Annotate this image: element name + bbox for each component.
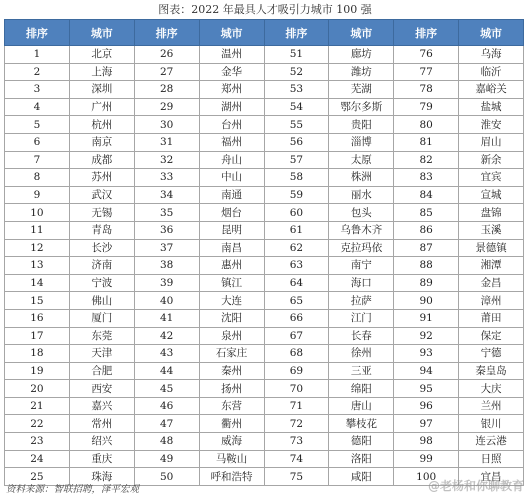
table-row	[5, 433, 524, 451]
city-cell: 长春	[329, 327, 394, 345]
rank-cell: 54	[264, 98, 329, 116]
rank-cell: 11	[5, 221, 70, 239]
table-row	[5, 81, 524, 99]
rank-cell: 94	[394, 362, 459, 380]
rank-cell: 16	[5, 309, 70, 327]
city-cell: 济南	[69, 257, 134, 275]
rank-cell: 28	[134, 81, 199, 99]
city-cell: 台州	[199, 116, 264, 134]
rank-cell: 1	[5, 46, 70, 64]
rank-cell: 43	[134, 345, 199, 363]
rank-cell: 90	[394, 292, 459, 310]
rank-cell: 76	[394, 46, 459, 64]
city-cell: 贵阳	[329, 116, 394, 134]
rank-cell: 32	[134, 151, 199, 169]
rank-cell: 74	[264, 450, 329, 468]
city-cell: 石家庄	[199, 345, 264, 363]
rank-cell: 42	[134, 327, 199, 345]
rank-cell: 6	[5, 133, 70, 151]
rank-cell: 53	[264, 81, 329, 99]
city-cell: 宁波	[69, 274, 134, 292]
city-cell: 玉溪	[459, 221, 524, 239]
table-row	[5, 204, 524, 222]
city-cell: 银川	[459, 415, 524, 433]
table-row	[5, 186, 524, 204]
rank-cell: 85	[394, 204, 459, 222]
city-cell: 临沂	[459, 63, 524, 81]
rank-cell: 99	[394, 450, 459, 468]
city-cell: 连云港	[459, 433, 524, 451]
table-row	[5, 362, 524, 380]
city-cell: 株洲	[329, 169, 394, 187]
city-cell: 杭州	[69, 116, 134, 134]
rank-cell: 58	[264, 169, 329, 187]
rank-cell: 81	[394, 133, 459, 151]
table-row	[5, 46, 524, 64]
city-cell: 淄博	[329, 133, 394, 151]
rank-cell: 92	[394, 327, 459, 345]
city-cell: 海口	[329, 274, 394, 292]
rank-cell: 20	[5, 380, 70, 398]
city-cell: 拉萨	[329, 292, 394, 310]
rank-cell: 5	[5, 116, 70, 134]
city-cell: 嘉兴	[69, 397, 134, 415]
table-row	[5, 450, 524, 468]
rank-cell: 79	[394, 98, 459, 116]
rank-cell: 87	[394, 239, 459, 257]
rank-cell: 93	[394, 345, 459, 363]
table-row	[5, 221, 524, 239]
rank-cell: 77	[394, 63, 459, 81]
city-cell: 秦州	[199, 362, 264, 380]
table-row	[5, 397, 524, 415]
city-header: 城市	[199, 20, 264, 46]
city-cell: 天津	[69, 345, 134, 363]
city-cell: 南昌	[199, 239, 264, 257]
city-cell: 舟山	[199, 151, 264, 169]
city-cell: 鄂尔多斯	[329, 98, 394, 116]
rank-cell: 36	[134, 221, 199, 239]
rank-cell: 3	[5, 81, 70, 99]
city-cell: 厦门	[69, 309, 134, 327]
rank-cell: 17	[5, 327, 70, 345]
table-row	[5, 415, 524, 433]
rank-cell: 41	[134, 309, 199, 327]
table-row	[5, 239, 524, 257]
city-cell: 昆明	[199, 221, 264, 239]
city-cell: 广州	[69, 98, 134, 116]
rank-cell: 7	[5, 151, 70, 169]
city-cell: 嘉峪关	[459, 81, 524, 99]
city-cell: 温州	[199, 46, 264, 64]
rank-cell: 37	[134, 239, 199, 257]
table-row	[5, 133, 524, 151]
city-cell: 太原	[329, 151, 394, 169]
city-cell: 长沙	[69, 239, 134, 257]
rank-cell: 35	[134, 204, 199, 222]
city-cell: 秦皇岛	[459, 362, 524, 380]
watermark: @老杨和你聊教育	[427, 479, 524, 493]
rank-cell: 88	[394, 257, 459, 275]
table-row	[5, 63, 524, 81]
rank-cell: 84	[394, 186, 459, 204]
table-row	[5, 257, 524, 275]
city-cell: 景德镇	[459, 239, 524, 257]
city-cell: 南京	[69, 133, 134, 151]
city-cell: 呼和浩特	[199, 468, 264, 486]
city-cell: 中山	[199, 169, 264, 187]
rank-cell: 10	[5, 204, 70, 222]
city-cell: 北京	[69, 46, 134, 64]
ranking-table-container	[4, 19, 524, 486]
city-cell: 苏州	[69, 169, 134, 187]
rank-cell: 96	[394, 397, 459, 415]
rank-cell: 61	[264, 221, 329, 239]
rank-cell: 24	[5, 450, 70, 468]
rank-cell: 98	[394, 433, 459, 451]
rank-cell: 68	[264, 345, 329, 363]
city-cell: 上海	[69, 63, 134, 81]
city-cell: 东莞	[69, 327, 134, 345]
city-cell: 包头	[329, 204, 394, 222]
city-cell: 烟台	[199, 204, 264, 222]
city-cell: 洛阳	[329, 450, 394, 468]
table-row	[5, 151, 524, 169]
city-cell: 绵阳	[329, 380, 394, 398]
city-cell: 新余	[459, 151, 524, 169]
rank-header: 排序	[264, 20, 329, 46]
rank-cell: 86	[394, 221, 459, 239]
city-cell: 宜宾	[459, 169, 524, 187]
table-row	[5, 169, 524, 187]
city-cell: 潍坊	[329, 63, 394, 81]
table-row	[5, 116, 524, 134]
city-cell: 绍兴	[69, 433, 134, 451]
rank-cell: 33	[134, 169, 199, 187]
city-cell: 福州	[199, 133, 264, 151]
city-cell: 威海	[199, 433, 264, 451]
table-row	[5, 309, 524, 327]
rank-cell: 22	[5, 415, 70, 433]
rank-cell: 100	[394, 468, 459, 486]
rank-cell: 50	[134, 468, 199, 486]
rank-cell: 47	[134, 415, 199, 433]
rank-cell: 26	[134, 46, 199, 64]
rank-header: 排序	[134, 20, 199, 46]
city-cell: 武汉	[69, 186, 134, 204]
rank-cell: 40	[134, 292, 199, 310]
rank-cell: 55	[264, 116, 329, 134]
rank-cell: 69	[264, 362, 329, 380]
city-cell: 无锡	[69, 204, 134, 222]
rank-cell: 19	[5, 362, 70, 380]
rank-cell: 12	[5, 239, 70, 257]
rank-cell: 34	[134, 186, 199, 204]
rank-cell: 4	[5, 98, 70, 116]
rank-cell: 95	[394, 380, 459, 398]
city-cell: 南宁	[329, 257, 394, 275]
rank-cell: 25	[5, 468, 70, 486]
city-cell: 西安	[69, 380, 134, 398]
city-cell: 衢州	[199, 415, 264, 433]
city-cell: 廊坊	[329, 46, 394, 64]
city-cell: 江门	[329, 309, 394, 327]
city-cell: 唐山	[329, 397, 394, 415]
table-row	[5, 327, 524, 345]
table-row	[5, 274, 524, 292]
rank-cell: 21	[5, 397, 70, 415]
rank-header: 排序	[394, 20, 459, 46]
rank-cell: 2	[5, 63, 70, 81]
rank-cell: 52	[264, 63, 329, 81]
rank-cell: 51	[264, 46, 329, 64]
rank-cell: 31	[134, 133, 199, 151]
city-cell: 丽水	[329, 186, 394, 204]
city-cell: 克拉玛依	[329, 239, 394, 257]
city-cell: 珠海	[69, 468, 134, 486]
city-cell: 惠州	[199, 257, 264, 275]
rank-cell: 18	[5, 345, 70, 363]
rank-cell: 83	[394, 169, 459, 187]
city-cell: 沈阳	[199, 309, 264, 327]
rank-cell: 91	[394, 309, 459, 327]
city-cell: 乌海	[459, 46, 524, 64]
table-body	[5, 46, 524, 486]
city-cell: 佛山	[69, 292, 134, 310]
table-row	[5, 345, 524, 363]
rank-cell: 70	[264, 380, 329, 398]
rank-cell: 67	[264, 327, 329, 345]
city-cell: 日照	[459, 450, 524, 468]
rank-cell: 9	[5, 186, 70, 204]
rank-cell: 13	[5, 257, 70, 275]
city-cell: 常州	[69, 415, 134, 433]
rank-cell: 48	[134, 433, 199, 451]
rank-cell: 75	[264, 468, 329, 486]
rank-cell: 63	[264, 257, 329, 275]
city-cell: 德阳	[329, 433, 394, 451]
city-cell: 徐州	[329, 345, 394, 363]
city-cell: 郑州	[199, 81, 264, 99]
rank-cell: 60	[264, 204, 329, 222]
city-cell: 大连	[199, 292, 264, 310]
city-cell: 合肥	[69, 362, 134, 380]
rank-cell: 57	[264, 151, 329, 169]
city-cell: 金昌	[459, 274, 524, 292]
ranking-table	[4, 19, 524, 486]
city-cell: 大庆	[459, 380, 524, 398]
rank-cell: 8	[5, 169, 70, 187]
rank-cell: 29	[134, 98, 199, 116]
city-cell: 三亚	[329, 362, 394, 380]
city-cell: 成都	[69, 151, 134, 169]
city-cell: 莆田	[459, 309, 524, 327]
city-cell: 保定	[459, 327, 524, 345]
rank-cell: 56	[264, 133, 329, 151]
header-row	[5, 20, 524, 46]
city-cell: 镇江	[199, 274, 264, 292]
city-cell: 乌鲁木齐	[329, 221, 394, 239]
rank-cell: 73	[264, 433, 329, 451]
city-cell: 金华	[199, 63, 264, 81]
rank-cell: 64	[264, 274, 329, 292]
city-cell: 淮安	[459, 116, 524, 134]
city-cell: 兰州	[459, 397, 524, 415]
city-cell: 漳州	[459, 292, 524, 310]
rank-cell: 45	[134, 380, 199, 398]
rank-cell: 46	[134, 397, 199, 415]
city-cell: 青岛	[69, 221, 134, 239]
table-title: 图表：2022 年最具人才吸引力城市 100 强	[158, 3, 372, 16]
rank-cell: 72	[264, 415, 329, 433]
city-cell: 扬州	[199, 380, 264, 398]
rank-cell: 27	[134, 63, 199, 81]
rank-cell: 14	[5, 274, 70, 292]
rank-header: 排序	[5, 20, 70, 46]
source-note: 资料来源：智联招聘，泽平宏观	[6, 484, 140, 495]
city-header: 城市	[69, 20, 134, 46]
rank-cell: 38	[134, 257, 199, 275]
rank-cell: 71	[264, 397, 329, 415]
rank-cell: 62	[264, 239, 329, 257]
city-cell: 宣城	[459, 186, 524, 204]
city-cell: 攀枝花	[329, 415, 394, 433]
table-row	[5, 292, 524, 310]
city-cell: 眉山	[459, 133, 524, 151]
city-cell: 湘潭	[459, 257, 524, 275]
city-cell: 宁德	[459, 345, 524, 363]
city-cell: 湖州	[199, 98, 264, 116]
rank-cell: 59	[264, 186, 329, 204]
city-cell: 咸阳	[329, 468, 394, 486]
city-cell: 重庆	[69, 450, 134, 468]
rank-cell: 15	[5, 292, 70, 310]
city-cell: 盘锦	[459, 204, 524, 222]
city-header: 城市	[329, 20, 394, 46]
city-cell: 东营	[199, 397, 264, 415]
table-row	[5, 380, 524, 398]
rank-cell: 39	[134, 274, 199, 292]
rank-cell: 30	[134, 116, 199, 134]
city-cell: 南通	[199, 186, 264, 204]
rank-cell: 23	[5, 433, 70, 451]
city-cell: 深圳	[69, 81, 134, 99]
city-cell: 芜湖	[329, 81, 394, 99]
city-cell: 宜昌	[459, 468, 524, 486]
city-header: 城市	[459, 20, 524, 46]
rank-cell: 49	[134, 450, 199, 468]
table-row	[5, 98, 524, 116]
rank-cell: 65	[264, 292, 329, 310]
rank-cell: 44	[134, 362, 199, 380]
city-cell: 盐城	[459, 98, 524, 116]
rank-cell: 80	[394, 116, 459, 134]
rank-cell: 97	[394, 415, 459, 433]
rank-cell: 82	[394, 151, 459, 169]
rank-cell: 66	[264, 309, 329, 327]
city-cell: 马鞍山	[199, 450, 264, 468]
rank-cell: 78	[394, 81, 459, 99]
rank-cell: 89	[394, 274, 459, 292]
city-cell: 泉州	[199, 327, 264, 345]
